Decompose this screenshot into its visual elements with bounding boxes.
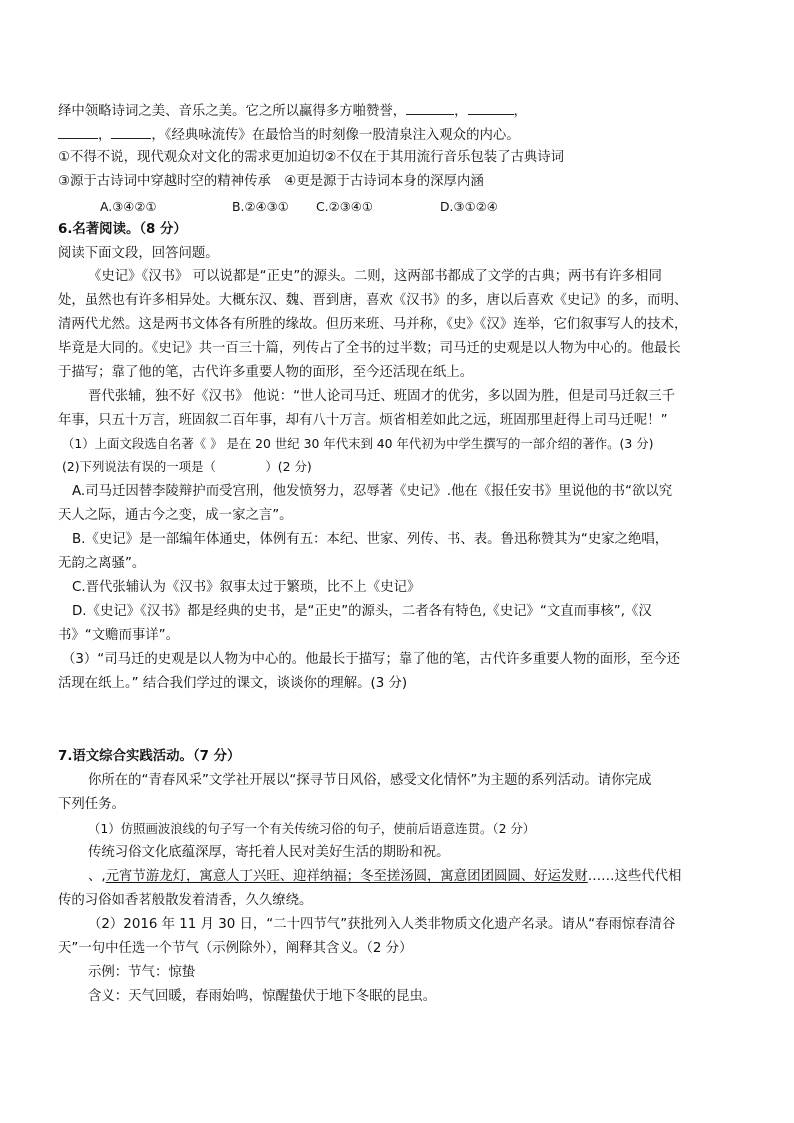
question-6-title: 6.名著阅读。（8 分） — [58, 222, 187, 237]
option-a: A.③④②① — [100, 199, 157, 214]
subquestion-3-cont: 活现在纸上。” 结合我们学过的课文，谈谈你的理解。(3 分) — [58, 676, 408, 691]
choice-b-cont: 无韵之离骚”。 — [58, 556, 146, 571]
text-fragment: 、, — [88, 869, 106, 884]
choice-d: D.《史记》《汉书》都是经典的史书，是“正史”的源头，二者各有特色,《史记》“文直而事核”,《汉 — [72, 604, 652, 619]
passage-line: 《史记》《汉书》 可以说都是“正史”的源头。二则，这两部书都成了文学的古典；两书有许多相同 — [88, 269, 662, 284]
text-fragment: ，《经典咏流传》在最恰当的时刻像一股清泉注入观众的内心。 — [151, 128, 520, 143]
task-1-end: 传的习俗如香茗般散发着清香，久久缭绕。 — [58, 893, 313, 908]
subquestion-2: (2)下列说法有误的一项是（ ）(2 分) — [62, 459, 312, 474]
task-1-line — [88, 867, 681, 887]
choice-d-cont: 书》“文赡而事详”。 — [58, 628, 179, 643]
passage-line: 处，虽然也有许多相异处。大概东汉、魏、晋到唐，喜欢《汉书》的多，唐以后喜欢《史记》的多，而明、 — [58, 293, 688, 308]
task-1: （1）仿照画波浪线的句子写一个有关传统习俗的句子，使前后语意连贯。（2 分） — [88, 821, 536, 836]
answer-blank — [406, 100, 454, 115]
text-line: ①不得不说，现代观众对文化的需求更加迫切②不仅在于其用流行音乐包装了古典诗词 — [58, 150, 565, 165]
punctuation: ， — [513, 104, 527, 119]
choice-a-cont: 天人之际，通古今之变，成一家之言”。 — [58, 508, 293, 523]
choice-a: A.司马迁因替李陵辩护而受宫刑，他发愤努力，忍辱著《史记》.他在《报任安书》里说他的书“欲以究 — [72, 484, 673, 499]
punctuation: ， — [454, 104, 468, 119]
choice-c: C.晋代张辅认为《汉书》叙事太过于繁琐，比不上《史记》 — [72, 580, 421, 595]
choice-b: B.《史记》是一部编年体通史，体例有五：本纪、世家、列传、书、表。鲁迅称赞其为“史家之绝唱， — [72, 532, 669, 547]
task-1-lead: 传统习俗文化底蕴深厚，寄托着人民对美好生活的期盼和祝。 — [88, 845, 450, 860]
question-7-intro-cont: 下列任务。 — [58, 797, 125, 812]
example-line: 示例：节气：惊蛰 — [88, 965, 196, 980]
answer-blank — [468, 100, 514, 115]
option-b: B.②④③① — [232, 199, 289, 214]
text-line: ③源于古诗词中穿越时空的精神传承 ④更是源于古诗词本身的深厚内涵 — [58, 174, 484, 189]
passage-line: 毕竟是大同的。《史记》共一百三十篇，列传占了全书的过半数；司马迁的史观是以人物为中心的。他最长 — [58, 341, 681, 356]
subquestion-3: （3）“司马迁的史观是以人物为中心的。他最长于描写；靠了他的笔，古代许多重要人物的面形，至今还 — [62, 652, 681, 667]
text-fragment: 绎中领略诗词之美、音乐之美。它之所以赢得多方啪赞誉， — [58, 104, 407, 119]
question-7-intro: 你所在的“青春风采”文学社开展以“探寻节日风俗，感受文化情怀”为主题的系列活动。请你完成 — [88, 773, 652, 788]
answer-blank — [58, 124, 98, 139]
passage-line: 清两代尤然。这是两书文体各有所胜的缘故。但历来班、马并称，《史》《汉》连举，它们叙事写人的技术， — [58, 317, 688, 332]
meaning-line: 含义：天气回暖，春雨始鸣，惊醒蛰伏于地下冬眠的昆虫。 — [88, 989, 437, 1004]
passage-line: 年事，只五十万言，班固叙二百年事，却有八十万言。烦省相差如此之远，班固那里赶得上司马迁呢！” — [58, 413, 668, 428]
option-c: C.②③④① — [316, 199, 374, 214]
text-fragment: ……这些代代相 — [587, 869, 682, 884]
option-d: D.③①②④ — [440, 199, 498, 214]
subquestion-1: （1）上面文段选自名著《 》 是在 20 世纪 30 年代末到 40 年代初为中学生撰写的一部介绍的著作。(3 分) — [62, 436, 654, 451]
passage-line: 晋代张辅，独不好《汉书》 他说：“世人论司马迁、班固才的优劣，多以固为胜，但是司马迁叙三千 — [88, 389, 675, 404]
wavy-underlined-sentence: 元宵节游龙灯，寓意人丁兴旺、迎祥纳福；冬至搓汤圆，寓意团团圆圆、好运发财 — [105, 869, 588, 884]
punctuation: ， — [98, 128, 112, 143]
passage-line: 于描写；靠了他的笔，古代许多重要人物的面形，至今还活现在纸上。 — [58, 365, 474, 380]
question-7-title: 7.语文综合实践活动。（7 分） — [58, 749, 241, 764]
task-2-cont: 天”一句中任选一个节气（示例除外），阐释其含义。（2 分） — [58, 941, 413, 956]
answer-blank — [111, 124, 151, 139]
text-line — [58, 124, 520, 146]
text-line — [58, 100, 527, 122]
question-6-intro: 阅读下面文段，回答问题。 — [58, 246, 219, 261]
task-2: （2）2016 年 11 月 30 日，“二十四节气”获批列入人类非物质文化遗产名录。请从“春雨惊春清谷 — [88, 917, 676, 932]
